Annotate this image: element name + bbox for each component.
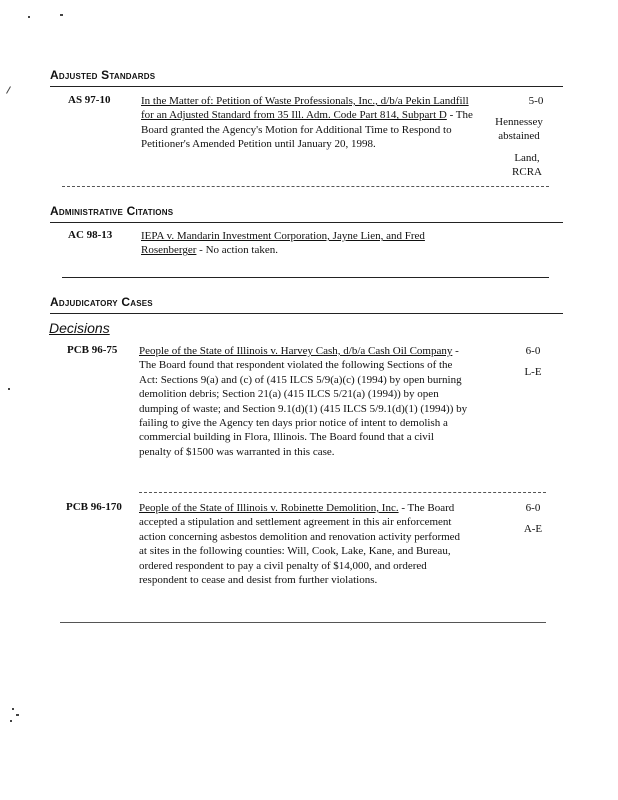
case-number: AC 98-13 bbox=[68, 229, 113, 241]
case-number: AS 97-10 bbox=[68, 94, 111, 106]
section-heading-adjusted-standards: Adjusted Standards bbox=[50, 68, 156, 82]
case-body: - The Board found that respondent violated the following Sections of the Act: Sections 9(a) and (c) of (415 ILCS 5/9(a)(c) (1994) by open burning demolition debris; Section 21(a) (415 ILCS 5/21(a) (1994)) by open dumping of waste; and Section 9.1(d)(1) (415 ILCS 5/9.1(d)(1) (1994)) by failing to give the Agency ten days prior notice of intent to demolish a commercial building in Flora, Illinois. The Board found that a civil penalty of $1500 was warranted in this case. bbox=[139, 345, 468, 458]
case-description bbox=[141, 94, 473, 152]
case-body: - The Board accepted a stipulation and settlement agreement in this air enforcement action concerning asbestos demolition and renovation activity performed at sites in the following counties: Will, Cook, Lake, Kane, and Bureau, ordered respondent to pay a civil penalty of $14,000, and ordered respondent to cease and desist from further violations. bbox=[139, 502, 461, 587]
entry-divider bbox=[62, 277, 549, 278]
case-title: IEPA v. Mandarin Investment Corporation, Jayne Lien, and Fred Rosenberger bbox=[141, 230, 425, 257]
section-rule bbox=[50, 86, 563, 87]
section-heading-administrative-citations: Administrative Citations bbox=[50, 204, 174, 218]
case-title: People of the State of Illinois v. Robinette Demolition, Inc. bbox=[139, 502, 399, 514]
vote-count: 6-0 bbox=[525, 345, 541, 357]
case-description bbox=[139, 501, 469, 587]
scan-speck bbox=[6, 86, 11, 93]
case-title: People of the State of Illinois v. Harvey Cash, d/b/a Cash Oil Company bbox=[139, 345, 453, 357]
vote-count: 5-0 bbox=[528, 95, 544, 107]
case-category: A-E bbox=[523, 523, 543, 535]
vote-count: 6-0 bbox=[525, 502, 541, 514]
entry-divider bbox=[139, 492, 546, 493]
section-rule bbox=[50, 313, 563, 314]
case-category: L-E bbox=[524, 366, 542, 378]
scan-speck bbox=[12, 708, 14, 710]
case-title: In the Matter of: Petition of Waste Professionals, Inc., d/b/a Pekin Landfill for an Adjusted Standard from 35 Ill. Adm. Code Part 814, Subpart D bbox=[141, 95, 469, 122]
entry-divider bbox=[62, 186, 549, 187]
scan-speck bbox=[8, 388, 10, 390]
vote-note: Hennessey abstained bbox=[495, 116, 543, 143]
case-body: - The Board granted the Agency's Motion for Additional Time to Respond to Petitioner's Amended Petition until January 20, 1998. bbox=[141, 109, 473, 151]
case-category: Land, RCRA bbox=[512, 152, 542, 179]
case-number: PCB 96-170 bbox=[66, 501, 122, 513]
case-description bbox=[141, 229, 471, 258]
case-body: - No action taken. bbox=[196, 244, 278, 257]
section-heading-adjudicatory-cases: Adjudicatory Cases bbox=[50, 295, 153, 309]
scan-speck bbox=[28, 16, 30, 18]
scan-speck bbox=[10, 720, 12, 722]
subsection-heading-decisions: Decisions bbox=[49, 320, 110, 336]
scan-speck bbox=[16, 714, 19, 716]
scan-speck bbox=[60, 14, 63, 16]
case-description bbox=[139, 344, 469, 459]
entry-divider bbox=[60, 622, 546, 623]
section-rule bbox=[50, 222, 563, 223]
case-number: PCB 96-75 bbox=[67, 344, 118, 356]
